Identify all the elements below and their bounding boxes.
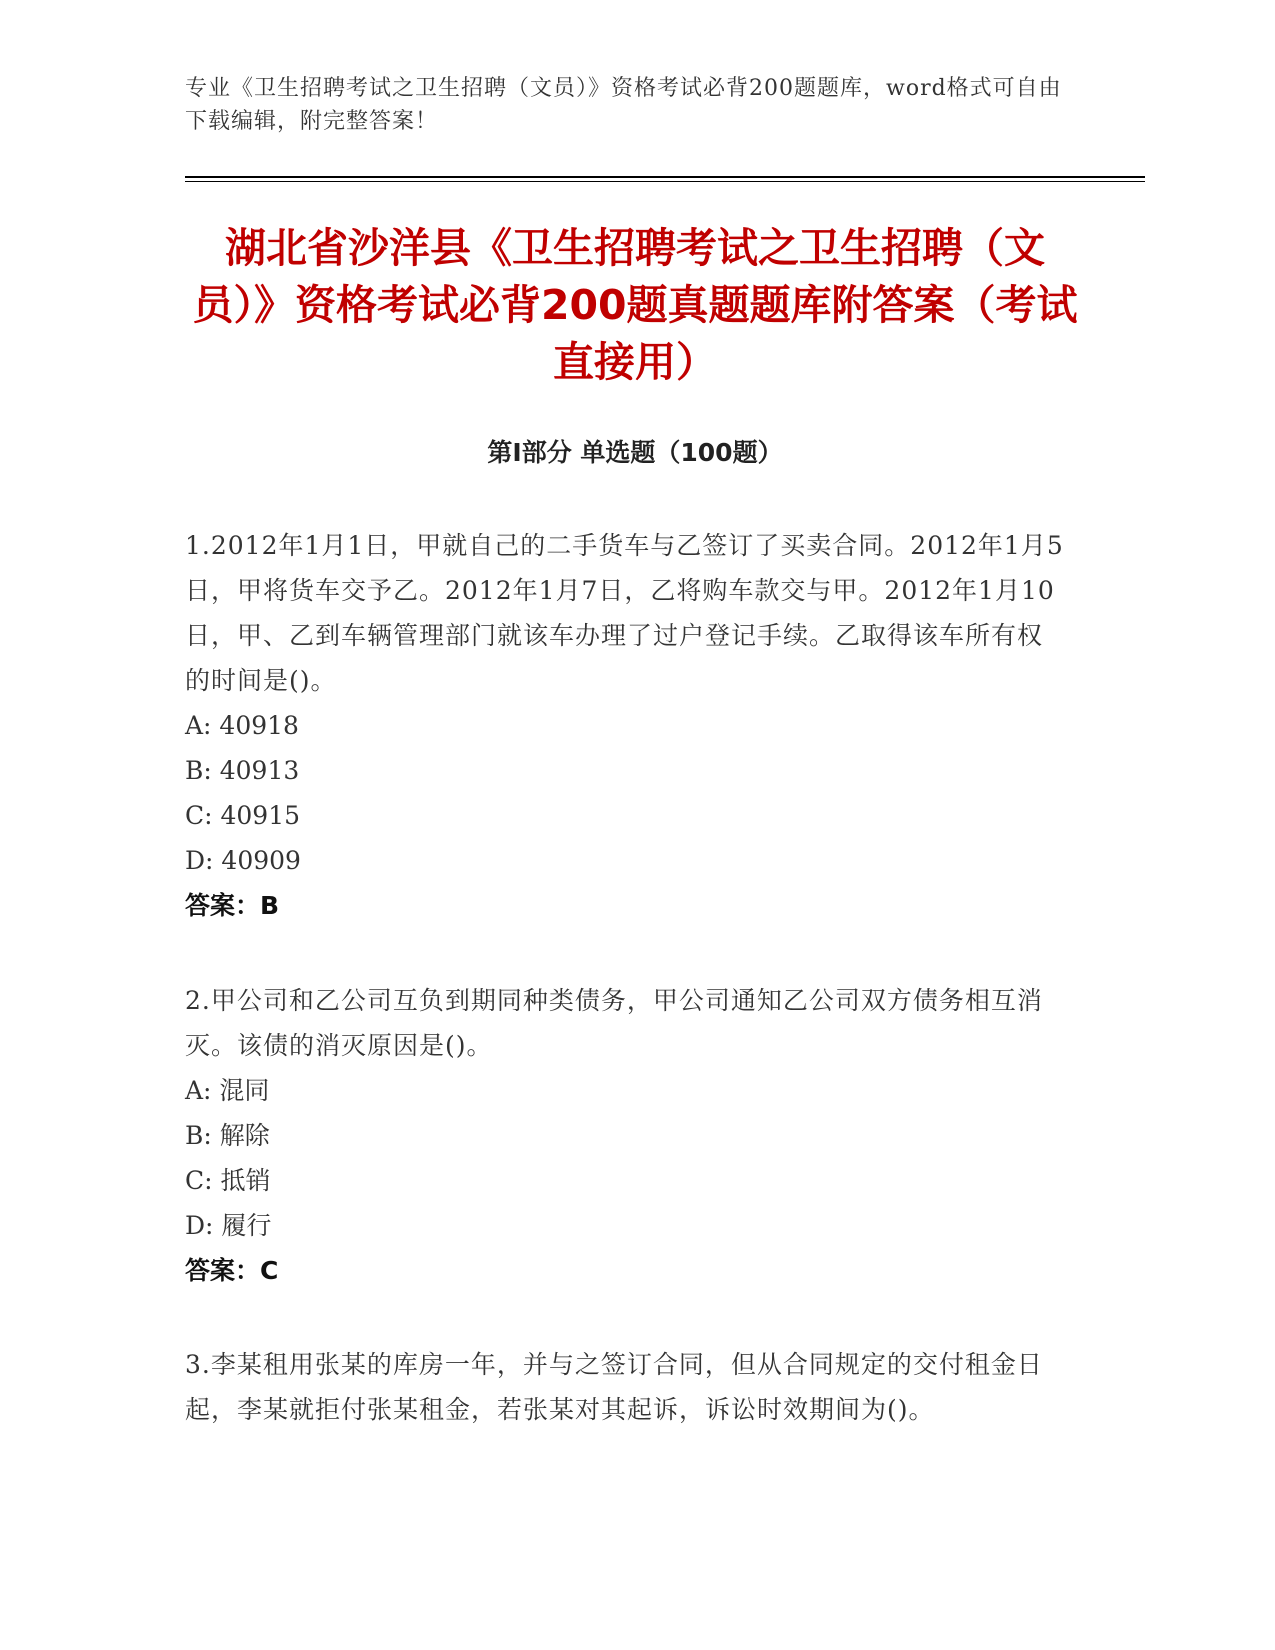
header-note: 专业《卫生招聘考试之卫生招聘（文员）》资格考试必背200题题库，word格式可自由下载编辑，附完整答案！ xyxy=(185,76,1062,134)
option-c: C: 40915 xyxy=(185,801,301,830)
question-3 xyxy=(185,1342,1065,1432)
header-rule-thick xyxy=(185,176,1145,178)
answer-line: 答案：C xyxy=(185,1256,279,1285)
option-d: D: 履行 xyxy=(185,1211,272,1240)
option-c: C: 抵销 xyxy=(185,1166,271,1195)
answer-line: 答案：B xyxy=(185,891,280,920)
option-a: A: 40918 xyxy=(185,711,299,740)
question-2 xyxy=(185,978,1065,1293)
header-rule-thin xyxy=(185,181,1145,182)
option-b: B: 解除 xyxy=(185,1121,270,1150)
question-stem: 3.李某租用张某的库房一年，并与之签订合同，但从合同规定的交付租金日起，李某就拒付张某租金，若张某对其起诉，诉讼时效期间为()。 xyxy=(185,1350,1043,1424)
question-stem: 2.甲公司和乙公司互负到期同种类债务，甲公司通知乙公司双方债务相互消灭。该债的消灭原因是()。 xyxy=(185,986,1043,1060)
document-title: 湖北省沙洋县《卫生招聘考试之卫生招聘（文员）》资格考试必背200题真题题库附答案（考试直接用） xyxy=(192,224,1078,386)
question-1 xyxy=(185,523,1065,928)
option-a: A: 混同 xyxy=(185,1076,270,1105)
option-b: B: 40913 xyxy=(185,756,300,785)
option-d: D: 40909 xyxy=(185,846,301,875)
section-heading: 第Ⅰ部分 单选题（100题） xyxy=(487,438,783,467)
question-stem: 1.2012年1月1日，甲就自己的二手货车与乙签订了买卖合同。2012年1月5日，甲将货车交予乙。2012年1月7日，乙将购车款交与甲。2012年1月10日，甲、乙到车辆管理部门就该车办理了过户登记手续。乙取得该车所有权的时间是()。 xyxy=(185,531,1064,695)
